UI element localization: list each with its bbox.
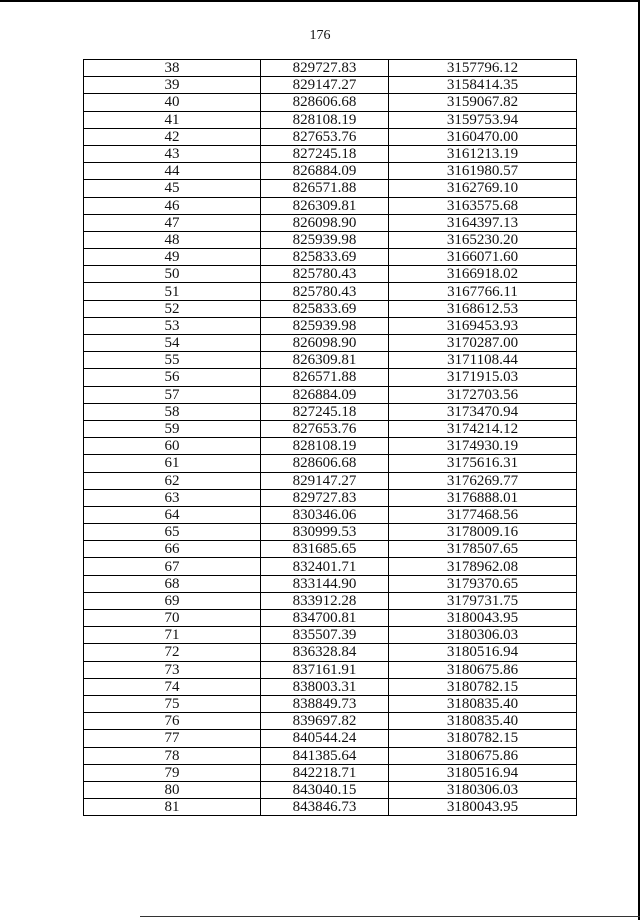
- table-row: [84, 249, 577, 266]
- x-coordinate-cell: 825833.69: [261, 300, 389, 317]
- point-number-cell: 44: [84, 163, 261, 180]
- point-number-cell: 62: [84, 472, 261, 489]
- x-coordinate-cell: 826571.88: [261, 180, 389, 197]
- x-coordinate-cell: 826309.81: [261, 197, 389, 214]
- point-number-cell: 59: [84, 420, 261, 437]
- y-coordinate-cell: 3170287.00: [389, 335, 577, 352]
- point-number-cell: 69: [84, 592, 261, 609]
- y-coordinate-cell: 3174214.12: [389, 420, 577, 437]
- coordinates-table: [83, 59, 577, 816]
- x-coordinate-cell: 825939.98: [261, 317, 389, 334]
- point-number-cell: 46: [84, 197, 261, 214]
- y-coordinate-cell: 3168612.53: [389, 300, 577, 317]
- x-coordinate-cell: 840544.24: [261, 730, 389, 747]
- table-row: [84, 506, 577, 523]
- x-coordinate-cell: 830346.06: [261, 506, 389, 523]
- x-coordinate-cell: 833912.28: [261, 592, 389, 609]
- table-row: [84, 661, 577, 678]
- table-row: [84, 317, 577, 334]
- point-number-cell: 58: [84, 403, 261, 420]
- table-row: [84, 472, 577, 489]
- table-row: [84, 438, 577, 455]
- x-coordinate-cell: 828108.19: [261, 111, 389, 128]
- y-coordinate-cell: 3175616.31: [389, 455, 577, 472]
- y-coordinate-cell: 3180516.94: [389, 764, 577, 781]
- point-number-cell: 81: [84, 799, 261, 816]
- y-coordinate-cell: 3158414.35: [389, 77, 577, 94]
- y-coordinate-cell: 3161980.57: [389, 163, 577, 180]
- table-row: [84, 111, 577, 128]
- table-row: [84, 678, 577, 695]
- x-coordinate-cell: 825780.43: [261, 266, 389, 283]
- table-row: [84, 541, 577, 558]
- table-row: [84, 730, 577, 747]
- coordinates-table-body: [84, 60, 577, 816]
- x-coordinate-cell: 828606.68: [261, 94, 389, 111]
- y-coordinate-cell: 3159067.82: [389, 94, 577, 111]
- table-row: [84, 781, 577, 798]
- point-number-cell: 39: [84, 77, 261, 94]
- table-row: [84, 747, 577, 764]
- y-coordinate-cell: 3180675.86: [389, 661, 577, 678]
- point-number-cell: 53: [84, 317, 261, 334]
- table-row: [84, 455, 577, 472]
- point-number-cell: 51: [84, 283, 261, 300]
- y-coordinate-cell: 3176888.01: [389, 489, 577, 506]
- point-number-cell: 77: [84, 730, 261, 747]
- table-row: [84, 60, 577, 77]
- point-number-cell: 63: [84, 489, 261, 506]
- x-coordinate-cell: 839697.82: [261, 713, 389, 730]
- point-number-cell: 49: [84, 249, 261, 266]
- y-coordinate-cell: 3171915.03: [389, 369, 577, 386]
- y-coordinate-cell: 3169453.93: [389, 317, 577, 334]
- point-number-cell: 55: [84, 352, 261, 369]
- table-row: [84, 335, 577, 352]
- table-row: [84, 627, 577, 644]
- y-coordinate-cell: 3178009.16: [389, 524, 577, 541]
- x-coordinate-cell: 826884.09: [261, 386, 389, 403]
- x-coordinate-cell: 843040.15: [261, 781, 389, 798]
- y-coordinate-cell: 3162769.10: [389, 180, 577, 197]
- y-coordinate-cell: 3160470.00: [389, 128, 577, 145]
- table-row: [84, 386, 577, 403]
- table-row: [84, 489, 577, 506]
- y-coordinate-cell: 3167766.11: [389, 283, 577, 300]
- x-coordinate-cell: 826571.88: [261, 369, 389, 386]
- point-number-cell: 54: [84, 335, 261, 352]
- y-coordinate-cell: 3180516.94: [389, 644, 577, 661]
- point-number-cell: 80: [84, 781, 261, 798]
- point-number-cell: 75: [84, 695, 261, 712]
- point-number-cell: 70: [84, 610, 261, 627]
- x-coordinate-cell: 838849.73: [261, 695, 389, 712]
- page-border-top: [0, 0, 640, 2]
- x-coordinate-cell: 825780.43: [261, 283, 389, 300]
- point-number-cell: 47: [84, 214, 261, 231]
- x-coordinate-cell: 829147.27: [261, 77, 389, 94]
- table-row: [84, 764, 577, 781]
- y-coordinate-cell: 3178962.08: [389, 558, 577, 575]
- table-row: [84, 94, 577, 111]
- point-number-cell: 78: [84, 747, 261, 764]
- point-number-cell: 38: [84, 60, 261, 77]
- table-row: [84, 713, 577, 730]
- table-row: [84, 352, 577, 369]
- y-coordinate-cell: 3178507.65: [389, 541, 577, 558]
- table-row: [84, 77, 577, 94]
- x-coordinate-cell: 827653.76: [261, 420, 389, 437]
- point-number-cell: 43: [84, 145, 261, 162]
- table-row: [84, 266, 577, 283]
- y-coordinate-cell: 3180835.40: [389, 695, 577, 712]
- x-coordinate-cell: 836328.84: [261, 644, 389, 661]
- y-coordinate-cell: 3163575.68: [389, 197, 577, 214]
- x-coordinate-cell: 829727.83: [261, 489, 389, 506]
- point-number-cell: 64: [84, 506, 261, 523]
- x-coordinate-cell: 829147.27: [261, 472, 389, 489]
- y-coordinate-cell: 3179731.75: [389, 592, 577, 609]
- table-row: [84, 283, 577, 300]
- table-row: [84, 369, 577, 386]
- y-coordinate-cell: 3166071.60: [389, 249, 577, 266]
- point-number-cell: 56: [84, 369, 261, 386]
- x-coordinate-cell: 834700.81: [261, 610, 389, 627]
- table-row: [84, 180, 577, 197]
- x-coordinate-cell: 843846.73: [261, 799, 389, 816]
- point-number-cell: 57: [84, 386, 261, 403]
- table-row: [84, 214, 577, 231]
- table-row: [84, 128, 577, 145]
- point-number-cell: 73: [84, 661, 261, 678]
- y-coordinate-cell: 3180675.86: [389, 747, 577, 764]
- y-coordinate-cell: 3176269.77: [389, 472, 577, 489]
- point-number-cell: 67: [84, 558, 261, 575]
- x-coordinate-cell: 827245.18: [261, 145, 389, 162]
- table-row: [84, 524, 577, 541]
- table-row: [84, 695, 577, 712]
- x-coordinate-cell: 828108.19: [261, 438, 389, 455]
- table-row: [84, 231, 577, 248]
- point-number-cell: 40: [84, 94, 261, 111]
- y-coordinate-cell: 3159753.94: [389, 111, 577, 128]
- point-number-cell: 74: [84, 678, 261, 695]
- point-number-cell: 68: [84, 575, 261, 592]
- x-coordinate-cell: 825939.98: [261, 231, 389, 248]
- table-row: [84, 592, 577, 609]
- point-number-cell: 79: [84, 764, 261, 781]
- point-number-cell: 45: [84, 180, 261, 197]
- table-row: [84, 420, 577, 437]
- x-coordinate-cell: 829727.83: [261, 60, 389, 77]
- y-coordinate-cell: 3165230.20: [389, 231, 577, 248]
- x-coordinate-cell: 830999.53: [261, 524, 389, 541]
- x-coordinate-cell: 833144.90: [261, 575, 389, 592]
- y-coordinate-cell: 3166918.02: [389, 266, 577, 283]
- point-number-cell: 66: [84, 541, 261, 558]
- y-coordinate-cell: 3173470.94: [389, 403, 577, 420]
- point-number-cell: 52: [84, 300, 261, 317]
- y-coordinate-cell: 3180835.40: [389, 713, 577, 730]
- y-coordinate-cell: 3180782.15: [389, 730, 577, 747]
- x-coordinate-cell: 827653.76: [261, 128, 389, 145]
- page-number: 176: [309, 28, 331, 43]
- x-coordinate-cell: 842218.71: [261, 764, 389, 781]
- y-coordinate-cell: 3157796.12: [389, 60, 577, 77]
- point-number-cell: 71: [84, 627, 261, 644]
- table-row: [84, 403, 577, 420]
- point-number-cell: 50: [84, 266, 261, 283]
- table-row: [84, 558, 577, 575]
- x-coordinate-cell: 835507.39: [261, 627, 389, 644]
- table-row: [84, 163, 577, 180]
- x-coordinate-cell: 826309.81: [261, 352, 389, 369]
- x-coordinate-cell: 827245.18: [261, 403, 389, 420]
- x-coordinate-cell: 826098.90: [261, 214, 389, 231]
- x-coordinate-cell: 828606.68: [261, 455, 389, 472]
- table-row: [84, 197, 577, 214]
- table-row: [84, 610, 577, 627]
- x-coordinate-cell: 825833.69: [261, 249, 389, 266]
- point-number-cell: 76: [84, 713, 261, 730]
- x-coordinate-cell: 841385.64: [261, 747, 389, 764]
- y-coordinate-cell: 3180306.03: [389, 781, 577, 798]
- point-number-cell: 48: [84, 231, 261, 248]
- point-number-cell: 41: [84, 111, 261, 128]
- y-coordinate-cell: 3171108.44: [389, 352, 577, 369]
- y-coordinate-cell: 3179370.65: [389, 575, 577, 592]
- y-coordinate-cell: 3161213.19: [389, 145, 577, 162]
- table-row: [84, 644, 577, 661]
- page-border-bottom: [140, 916, 640, 917]
- y-coordinate-cell: 3180043.95: [389, 610, 577, 627]
- y-coordinate-cell: 3172703.56: [389, 386, 577, 403]
- y-coordinate-cell: 3164397.13: [389, 214, 577, 231]
- point-number-cell: 42: [84, 128, 261, 145]
- point-number-cell: 61: [84, 455, 261, 472]
- y-coordinate-cell: 3174930.19: [389, 438, 577, 455]
- table-row: [84, 575, 577, 592]
- y-coordinate-cell: 3180782.15: [389, 678, 577, 695]
- x-coordinate-cell: 831685.65: [261, 541, 389, 558]
- x-coordinate-cell: 832401.71: [261, 558, 389, 575]
- y-coordinate-cell: 3180306.03: [389, 627, 577, 644]
- y-coordinate-cell: 3177468.56: [389, 506, 577, 523]
- x-coordinate-cell: 837161.91: [261, 661, 389, 678]
- x-coordinate-cell: 826098.90: [261, 335, 389, 352]
- x-coordinate-cell: 826884.09: [261, 163, 389, 180]
- table-row: [84, 300, 577, 317]
- y-coordinate-cell: 3180043.95: [389, 799, 577, 816]
- point-number-cell: 60: [84, 438, 261, 455]
- point-number-cell: 65: [84, 524, 261, 541]
- table-row: [84, 799, 577, 816]
- table-row: [84, 145, 577, 162]
- x-coordinate-cell: 838003.31: [261, 678, 389, 695]
- point-number-cell: 72: [84, 644, 261, 661]
